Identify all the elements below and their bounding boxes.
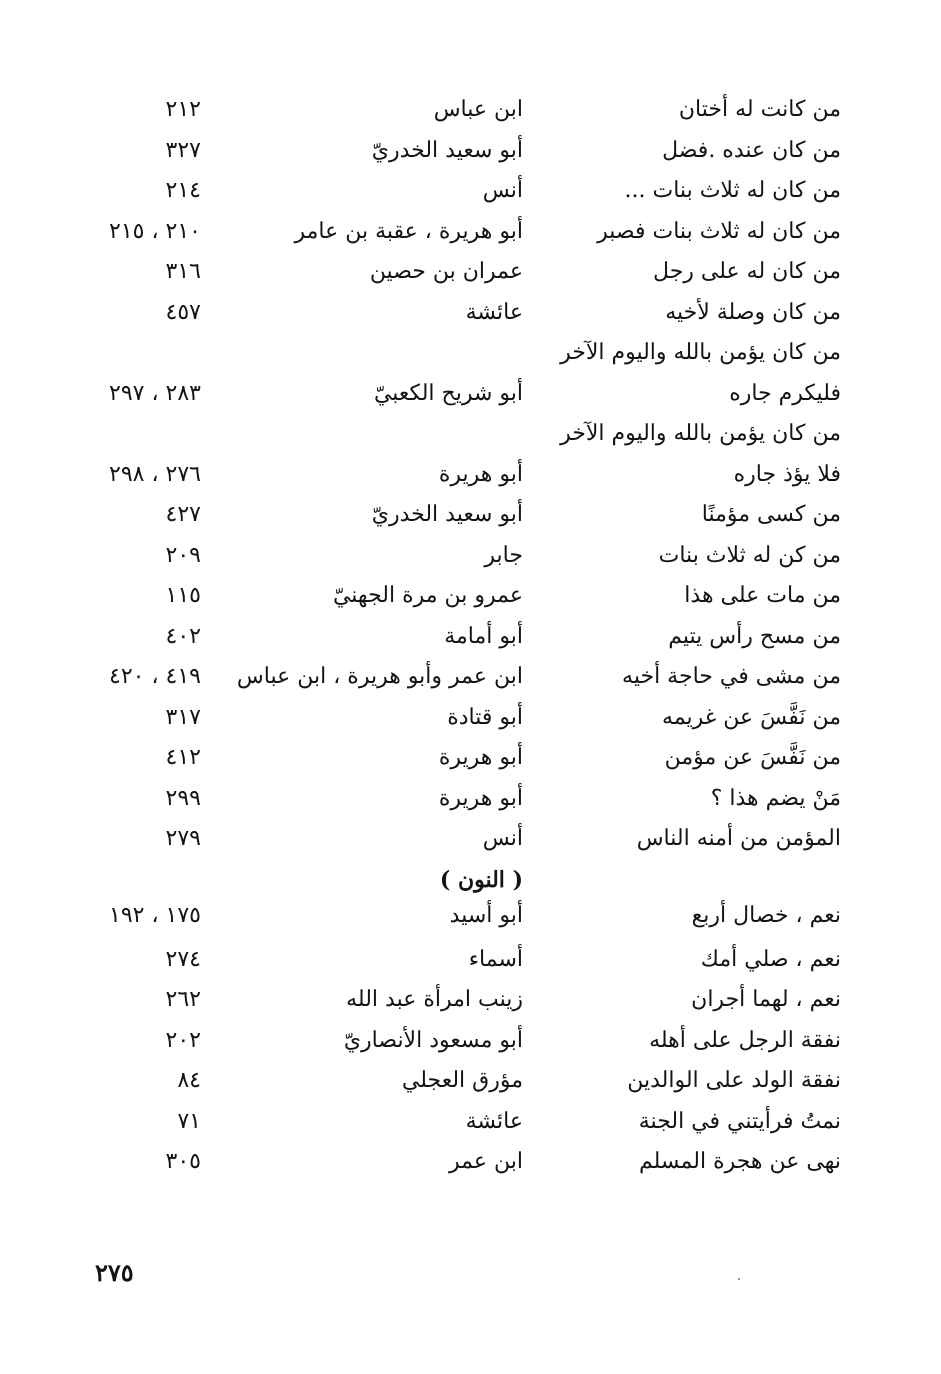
hadith-text: من مات على هذا [684,583,841,608]
page-reference: ٢٠٢ [165,1027,201,1053]
narrator: ابن عمر وأبو هريرة ، ابن عباس [236,664,523,689]
narrator: ابن عباس [433,97,523,122]
hadith-text: نعم ، خصال أربع [691,902,841,928]
narrator: عائشة [465,299,523,325]
hadith-text: من كان يؤمن بالله واليوم الآخر [560,340,841,365]
page-reference: ٤١٢ [165,745,201,770]
narrator: أبو هريرة [438,461,523,487]
page-reference: ٢٠٩ [165,542,201,568]
narrator: أسماء [468,946,523,972]
hadith-text: مَنْ يضم هذا ؟ [710,785,841,811]
index-row [0,131,941,172]
index-row [0,1061,941,1102]
page-reference: ٤٠٢ [165,623,201,649]
page-reference: ٢٨٣ ، ٢٩٧ [109,380,201,406]
index-row [0,90,941,131]
index-row [0,576,941,617]
page-reference: ٢١٠ ، ٢١٥ [109,218,201,244]
scan-speck [738,1278,740,1280]
narrator: أبو هريرة [438,785,523,811]
page-reference: ٢١٤ [165,178,201,203]
page-reference: ٣١٧ [165,704,201,730]
hadith-text: من نَفَّسَ عن غريمه [662,704,841,730]
page-reference: ٤٢٧ [165,502,201,527]
index-row [0,1021,941,1062]
index-row [0,455,941,496]
page-reference: ٤٥٧ [165,299,201,325]
index-row [0,414,941,455]
index-row [0,252,941,293]
hadith-text: من كانت له أختان [678,97,841,122]
narrator: أبو هريرة [438,745,523,770]
section-heading-row [0,860,941,896]
page-reference: ١٧٥ ، ١٩٢ [109,902,201,928]
narrator: أبو أسيد [449,902,523,928]
index-row [0,896,941,940]
page-reference: ٣١٦ [165,259,201,284]
narrator: أبو هريرة ، عقبة بن عامر [294,218,523,244]
index-row [0,536,941,577]
page-reference: ٣٠٥ [165,1149,201,1174]
page-number: ٢٧٥ [95,1258,134,1287]
index-row [0,333,941,374]
index-row [0,698,941,739]
narrator: ابن عمر [449,1149,523,1174]
page-reference: ٣٢٧ [165,137,201,163]
hadith-text: من مشى في حاجة أخيه [622,664,841,689]
hadith-text: من كان له على رجل [653,259,841,284]
hadith-text: فلا يؤذ جاره [733,461,841,487]
index-row [0,171,941,212]
narrator: أبو قتادة [447,704,523,730]
hadith-text: من كان يؤمن بالله واليوم الآخر [560,421,841,446]
page-reference: ١١٥ [165,583,201,608]
narrator: زينب امرأة عبد الله [346,987,523,1012]
index-row [0,738,941,779]
narrator: أبو مسعود الأنصاريّ [343,1027,523,1053]
page-reference: ٤١٩ ، ٤٢٠ [109,664,201,689]
narrator: عمران بن حصين [369,259,523,284]
page-reference: ٧١ [177,1108,201,1134]
hadith-text: من كسى مؤمنًا [701,502,841,527]
hadith-text: نعم ، صلي أمك [700,946,841,972]
hadith-text: من كن له ثلاث بنات [658,542,841,568]
narrator: مؤرق العجلي [401,1068,523,1093]
hadith-text: نمتُ فرأيتني في الجنة [638,1108,841,1134]
hadith-text: نعم ، لهما أجران [691,987,841,1012]
index-row [0,1102,941,1143]
narrator: أنس [482,178,523,203]
page-reference: ٢١٢ [165,97,201,122]
page-reference: ٢٧٩ [165,826,201,851]
index-row [0,617,941,658]
narrator: أبو سعيد الخدريّ [371,502,523,527]
hadith-text: نهى عن هجرة المسلم [638,1149,841,1174]
page-reference: ٢٩٩ [165,785,201,811]
index-entries [0,90,941,1183]
hadith-text: من كان له ثلاث بنات فصبر [597,218,841,244]
index-row [0,779,941,820]
index-row [0,1142,941,1183]
hadith-text: فليكرم جاره [729,380,841,406]
page-reference: ٢٦٢ [165,987,201,1012]
narrator: جابر [484,542,523,568]
hadith-text: نفقة الرجل على أهله [649,1027,841,1053]
index-row [0,819,941,860]
page-reference: ٢٧٦ ، ٢٩٨ [109,461,201,487]
page-reference: ٢٧٤ [165,946,201,972]
hadith-text: نفقة الولد على الوالدين [627,1068,841,1093]
index-row [0,495,941,536]
index-row [0,980,941,1021]
hadith-text: من كان عنده .فضل [662,137,841,163]
narrator: أنس [482,826,523,851]
index-row [0,657,941,698]
section-heading: ( النون ) [439,866,523,893]
index-row [0,374,941,415]
narrator: أبو أمامة [444,623,523,649]
narrator: عائشة [465,1108,523,1134]
hadith-text: من نَفَّسَ عن مؤمن [664,745,841,770]
hadith-text: من مسح رأس يتيم [668,623,841,649]
narrator: عمرو بن مرة الجهنيّ [332,583,523,608]
hadith-text: من كان وصلة لأخيه [665,299,841,325]
page-reference: ٨٤ [177,1068,201,1093]
hadith-text: المؤمن من أمنه الناس [636,826,841,851]
index-row [0,212,941,253]
narrator: أبو سعيد الخدريّ [371,137,523,163]
index-row [0,940,941,981]
hadith-text: من كان له ثلاث بنات ... [624,178,841,203]
narrator: أبو شريح الكعبيّ [373,380,523,406]
index-row [0,293,941,334]
